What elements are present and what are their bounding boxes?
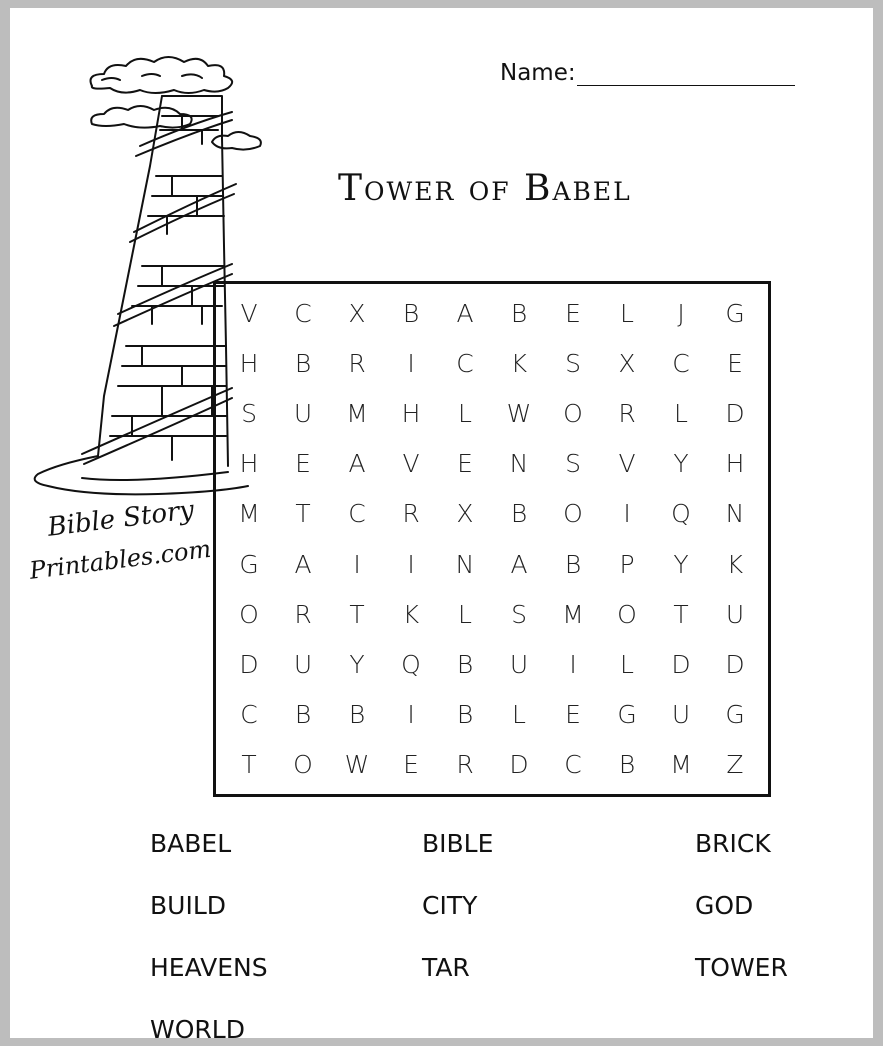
grid-letter: C <box>564 750 582 780</box>
grid-letter: E <box>565 700 581 730</box>
grid-letter: O <box>563 499 583 529</box>
grid-letter: C <box>240 700 258 730</box>
grid-letter: B <box>402 298 420 328</box>
grid-letter: R <box>402 499 420 529</box>
grid-letter: Q <box>401 649 421 679</box>
name-label: Name: <box>500 60 576 86</box>
grid-letter: U <box>293 649 313 679</box>
grid-letter: S <box>511 599 527 629</box>
grid-letter: V <box>240 298 258 328</box>
grid-letter: U <box>725 599 745 629</box>
grid-letter: S <box>565 449 581 479</box>
worksheet-page <box>10 8 873 1044</box>
word-bank <box>150 828 850 1046</box>
word-search-grid <box>213 281 771 797</box>
grid-letter: D <box>671 649 691 679</box>
word-list-item: BUILD <box>150 891 227 920</box>
grid-letter: O <box>563 398 583 428</box>
grid-letter: X <box>456 499 474 529</box>
grid-letter: E <box>295 449 311 479</box>
word-list-item: WORLD <box>150 1015 245 1044</box>
brand-line-2: Printables.com <box>28 534 213 585</box>
grid-letter: T <box>349 599 365 629</box>
grid-letter: A <box>456 298 474 328</box>
grid-letter: W <box>506 398 532 428</box>
grid-letter: N <box>509 449 529 479</box>
grid-letter: T <box>673 599 689 629</box>
word-list-item: BIBLE <box>422 829 494 858</box>
grid-letter: C <box>348 499 366 529</box>
grid-letter: X <box>348 298 366 328</box>
page-title: Tower of Babel <box>338 168 632 209</box>
grid-letter: D <box>725 398 745 428</box>
word-list-item: BRICK <box>695 829 771 858</box>
grid-letter: E <box>457 449 473 479</box>
grid-letter: Q <box>671 499 691 529</box>
grid-letter: B <box>510 499 528 529</box>
grid-letter: K <box>402 599 420 629</box>
grid-letter: I <box>623 499 631 529</box>
grid-letter: I <box>569 649 577 679</box>
grid-letter: O <box>293 750 313 780</box>
grid-letter: K <box>510 348 528 378</box>
grid-letter: A <box>348 449 366 479</box>
grid-letter: L <box>620 649 634 679</box>
grid-letter: R <box>456 750 474 780</box>
grid-letter: H <box>239 449 259 479</box>
grid-letter: B <box>456 649 474 679</box>
grid-letter: H <box>401 398 421 428</box>
grid-letter: E <box>727 348 743 378</box>
grid-letter: C <box>456 348 474 378</box>
word-list-item: GOD <box>695 891 754 920</box>
grid-letter: L <box>512 700 526 730</box>
grid-letter: H <box>725 449 745 479</box>
grid-letter: S <box>241 398 257 428</box>
grid-letter: A <box>294 549 312 579</box>
grid-letter: R <box>618 398 636 428</box>
grid-letter: V <box>618 449 636 479</box>
grid-letter: M <box>238 499 260 529</box>
grid-letter: K <box>726 549 744 579</box>
word-list-item: CITY <box>422 891 478 920</box>
grid-letter: U <box>671 700 691 730</box>
grid-letter: W <box>344 750 370 780</box>
grid-letter: D <box>509 750 529 780</box>
grid-letter: D <box>725 649 745 679</box>
grid-letter: U <box>293 398 313 428</box>
grid-letter: D <box>239 649 259 679</box>
grid-letter: C <box>294 298 312 328</box>
grid-letter: N <box>725 499 745 529</box>
grid-letter: O <box>617 599 637 629</box>
grid-letter: I <box>407 348 415 378</box>
grid-letter: H <box>239 348 259 378</box>
word-list-item: BABEL <box>150 829 232 858</box>
name-blank-line <box>577 65 795 86</box>
grid-letter: E <box>565 298 581 328</box>
grid-letter: A <box>510 549 528 579</box>
grid-letter: S <box>565 348 581 378</box>
grid-letter: B <box>510 298 528 328</box>
name-field <box>500 60 795 86</box>
grid-letter: M <box>562 599 584 629</box>
grid-letter: Z <box>726 750 744 780</box>
grid-letter: P <box>619 549 635 579</box>
grid-letter: I <box>353 549 361 579</box>
grid-letter: O <box>239 599 259 629</box>
grid-letter: L <box>458 599 472 629</box>
grid-letter: R <box>348 348 366 378</box>
grid-letter: E <box>403 750 419 780</box>
grid-letter: B <box>348 700 366 730</box>
brand-logo <box>24 495 214 613</box>
grid-letter: B <box>564 549 582 579</box>
grid-letter: N <box>455 549 475 579</box>
grid-letter: M <box>670 750 692 780</box>
grid-letter: I <box>407 549 415 579</box>
grid-letter: G <box>725 298 745 328</box>
grid-letter: L <box>458 398 472 428</box>
grid-letter: C <box>672 348 690 378</box>
word-list-item: TAR <box>422 953 470 982</box>
brand-line-1: Bible Story <box>46 495 196 543</box>
grid-letter: M <box>346 398 368 428</box>
grid-letter: G <box>617 700 637 730</box>
word-list-item: TOWER <box>695 953 788 982</box>
grid-letter: B <box>618 750 636 780</box>
grid-letter: J <box>677 298 685 328</box>
grid-letter: Y <box>673 549 689 579</box>
grid-letter: L <box>674 398 688 428</box>
word-list-item: HEAVENS <box>150 953 268 982</box>
grid-letter: G <box>725 700 745 730</box>
grid-letter: R <box>294 599 312 629</box>
grid-letter: T <box>295 499 311 529</box>
grid-letter: X <box>618 348 636 378</box>
grid-letter: Y <box>349 649 365 679</box>
grid-letter: B <box>294 700 312 730</box>
grid-letter: G <box>239 549 259 579</box>
grid-letter: T <box>241 750 257 780</box>
grid-letter: V <box>402 449 420 479</box>
grid-letter: U <box>509 649 529 679</box>
grid-letter: L <box>620 298 634 328</box>
grid-letter: B <box>294 348 312 378</box>
grid-letter: I <box>407 700 415 730</box>
grid-letter: B <box>456 700 474 730</box>
grid-letter: Y <box>673 449 689 479</box>
